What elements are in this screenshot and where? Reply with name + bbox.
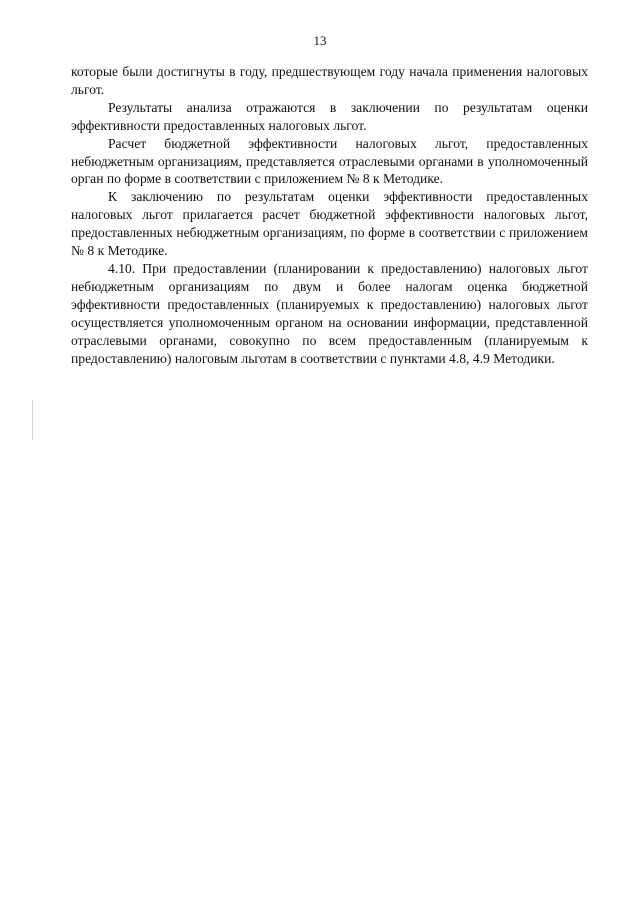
paragraph-section-4-10: 4.10. При предоставлении (планировании к предоставлению) налоговых льгот небюджетным организациям по двум и более налогам оценка бюджетной эффективности предоставленных (планируемых к предоставлению) налоговых льгот осуществляется уполномоченным органом на основании информации, представленной отраслевыми органами, совокупно по всем предоставленным (планируемым к предоставлению) налоговым льготам в соответствии с пунктами 4.8, 4.9 Методики. <box>71 260 588 366</box>
paragraph-continuation: которые были достигнуты в году, предшествующем году начала применения налоговых льгот. <box>71 64 588 97</box>
page-number: 13 <box>313 33 327 48</box>
paragraph-attachment: К заключению по результатам оценки эффективности предоставленных налоговых льгот прилагается расчет бюджетной эффективности налоговых льгот, предоставленных небюджетным организациям, по форме в соответствии с приложением № 8 к Методике. <box>71 189 588 259</box>
document-body <box>71 63 588 367</box>
paragraph-calculation: Расчет бюджетной эффективности налоговых льгот, предоставленных небюджетным организациям, представляется отраслевыми органами в уполномоченный орган по форме в соответствии с приложением № 8 к Методике. <box>71 135 588 187</box>
paragraph-analysis-results: Результаты анализа отражаются в заключении по результатам оценки эффективности предоставленных налоговых льгот. <box>71 99 588 133</box>
scan-artifact-line <box>32 400 33 440</box>
